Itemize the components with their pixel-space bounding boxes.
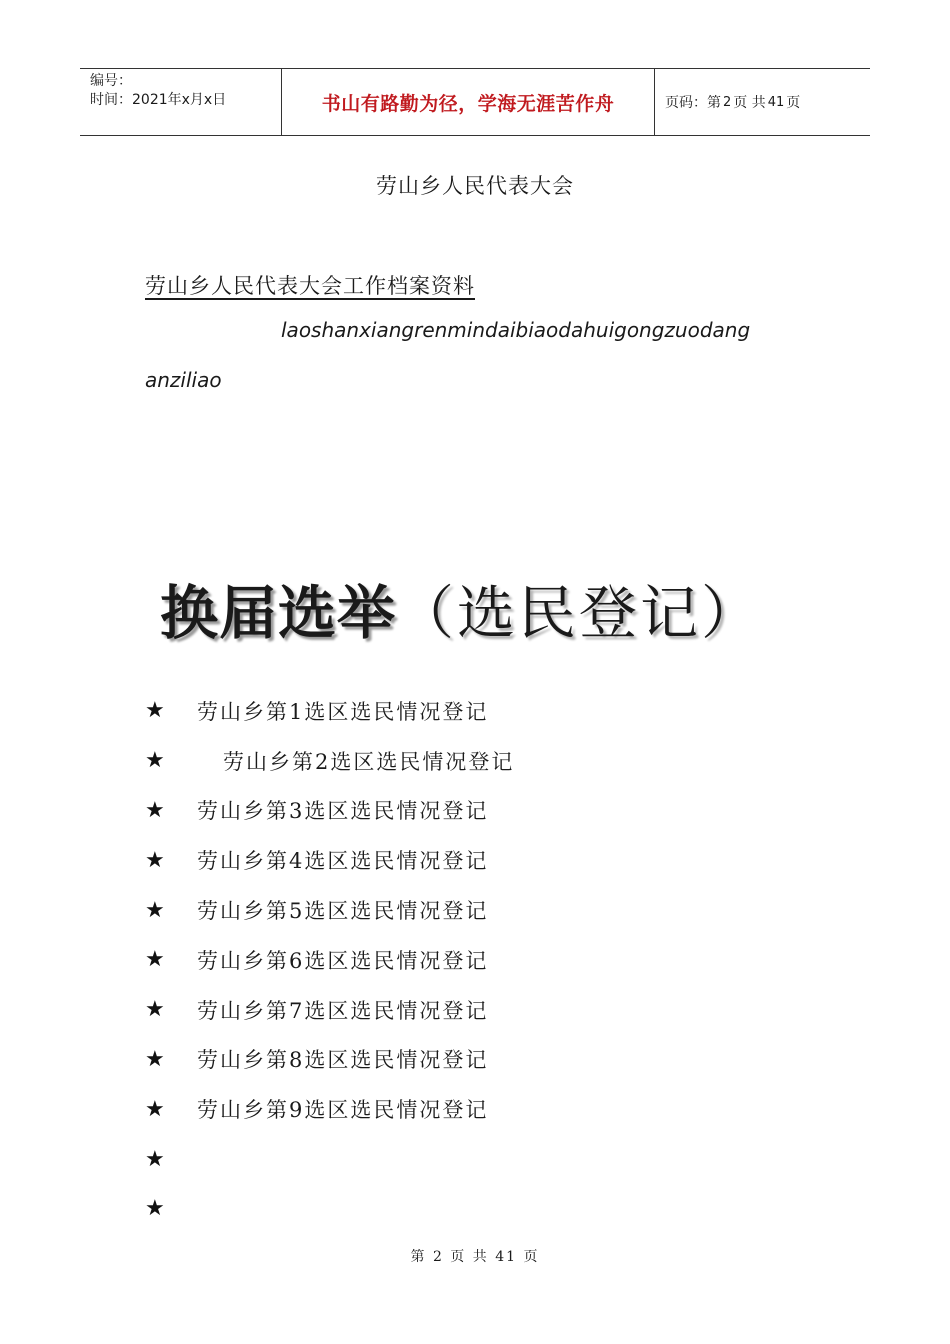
archive-title: 劳山乡人民代表大会工作档案资料 xyxy=(145,274,475,298)
page-mid: 页 共 xyxy=(733,95,766,111)
list-item xyxy=(145,885,845,935)
list-item-text: 劳山乡第5选区选民情况登记 xyxy=(197,899,489,924)
list-item xyxy=(145,786,845,836)
main-title-bold: 换届选举 xyxy=(160,579,397,647)
star-icon: ★ xyxy=(145,1146,167,1172)
list-item xyxy=(145,736,845,786)
page-prefix: 页码：第 xyxy=(665,95,721,111)
list-item-text: 劳山乡第7选区选民情况登记 xyxy=(197,998,489,1023)
org-title: 劳山乡人民代表大会 xyxy=(376,174,574,198)
header-motto: 书山有路勤为径，学海无涯苦作舟 xyxy=(282,69,655,135)
page-total: 41 xyxy=(767,94,785,110)
star-icon: ★ xyxy=(145,797,167,823)
list-item xyxy=(145,686,845,736)
page-footer: 第 2 页 共 41 页 xyxy=(410,1249,540,1265)
star-icon: ★ xyxy=(145,947,167,973)
list-item-text: 劳山乡第1选区选民情况登记 xyxy=(197,699,489,724)
page-header xyxy=(80,68,870,136)
star-icon: ★ xyxy=(145,897,167,923)
main-title xyxy=(160,578,762,648)
page-suffix: 页 xyxy=(786,95,801,111)
list-item xyxy=(145,1184,845,1234)
star-icon: ★ xyxy=(145,1096,167,1122)
list-item-text: 劳山乡第9选区选民情况登记 xyxy=(197,1098,489,1123)
star-icon: ★ xyxy=(145,1046,167,1072)
list-item-text: 劳山乡第6选区选民情况登记 xyxy=(197,948,489,973)
page-current: 2 xyxy=(723,94,732,110)
pinyin-line-2: anziliao xyxy=(145,368,222,392)
star-icon: ★ xyxy=(145,1196,167,1222)
list-item xyxy=(145,1084,845,1134)
list-item xyxy=(145,1134,845,1184)
star-icon: ★ xyxy=(145,847,167,873)
list-item xyxy=(145,985,845,1035)
main-title-light: （选民登记） xyxy=(396,579,763,647)
list-item-text: 劳山乡第3选区选民情况登记 xyxy=(197,799,489,824)
header-meta xyxy=(80,69,282,135)
registration-list xyxy=(145,686,845,1234)
list-item xyxy=(145,1035,845,1085)
list-item xyxy=(145,835,845,885)
star-icon: ★ xyxy=(145,748,167,774)
list-item xyxy=(145,935,845,985)
header-page-info xyxy=(655,69,870,135)
list-item-text: 劳山乡第4选区选民情况登记 xyxy=(197,849,489,874)
star-icon: ★ xyxy=(145,698,167,724)
list-item-text: 劳山乡第8选区选民情况登记 xyxy=(197,1048,489,1073)
star-icon: ★ xyxy=(145,997,167,1023)
number-label: 编号： xyxy=(90,73,132,89)
pinyin-line-1: laoshanxiangrenmindaibiaodahuigongzuodang xyxy=(281,318,751,342)
time-label: 时间：2021年x月x日 xyxy=(90,92,227,108)
list-item-text: 劳山乡第2选区选民情况登记 xyxy=(223,749,515,774)
